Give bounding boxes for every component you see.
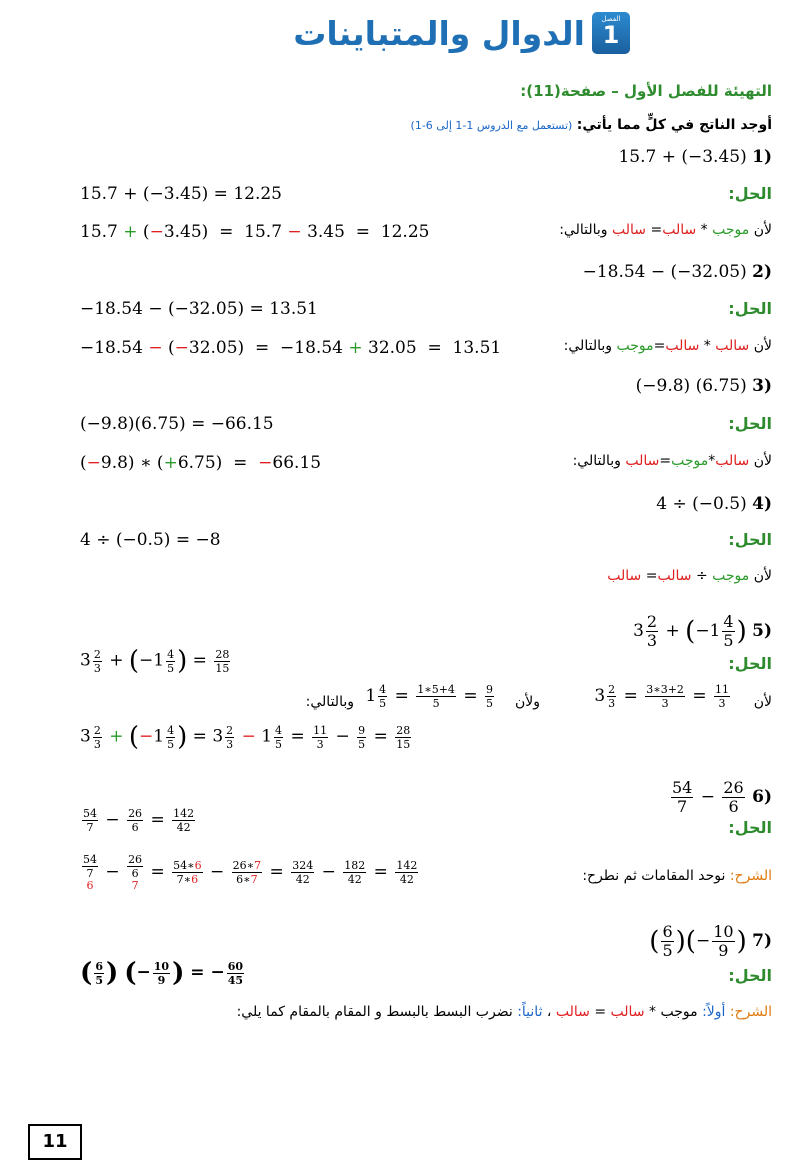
problem-5-reason-a: 3 $\frac{2}{3}$ = $\frac{3∗3+2}{3}$ = $\frac{11}{3}$: [594, 683, 729, 710]
problem-7-result: ( $\frac{6}{5}$ ) (− $\frac{10}{9}$ ) = − $\frac{60}{45}$: [80, 958, 244, 988]
problem-6-number: 6): [752, 787, 772, 807]
problem-1-statement: [618, 147, 772, 167]
problem-5-reason-label: لأن: [753, 694, 772, 710]
problem-7-number: 7): [752, 931, 772, 951]
problem-1-number: 1): [752, 147, 772, 167]
problem-5-reason-b: 1 $\frac{4}{5}$ = $\frac{1∗5+4}{5}$ = $\frac{9}{5}$: [365, 683, 493, 710]
problem-4-statement: [656, 494, 772, 514]
problem-3-solution-label: الحل:: [728, 414, 772, 433]
problem-7-solution-label: الحل:: [728, 966, 772, 985]
problem-2-working: −18.54 − (−32.05) = −18.54 + 32.05 = 13.51: [80, 338, 502, 358]
problem-5-statement: 3 $\frac{2}{3}$ + (−1 $\frac{4}{5}$ ) 5): [633, 612, 772, 650]
chapter-badge: [592, 12, 630, 54]
problem-5-number: 5): [752, 621, 772, 641]
problem-2-number: 2): [752, 262, 772, 282]
problem-4-reason: لأن موجب ÷ سالب= سالب: [607, 568, 772, 584]
problem-5-solution-label: الحل:: [728, 654, 772, 673]
problem-1-reason: لأن موجب * سالب= سالب وبالتالي:: [559, 222, 772, 238]
problem-4-expression: 4 ÷ (−0.5): [656, 494, 747, 514]
problem-5-and-because: ولأن: [514, 694, 540, 710]
page-number: 11: [28, 1124, 82, 1160]
problem-2-statement: [583, 262, 772, 282]
problem-1-working: 15.7 + (−3.45) = 15.7 − 3.45 = 12.25: [80, 222, 430, 242]
problem-2-reason: لأن سالب * سالب=موجب وبالتالي:: [563, 338, 772, 354]
problem-6-solution-label: الحل:: [728, 818, 772, 837]
problem-1-solution-label: الحل:: [728, 184, 772, 203]
section-title: التهيئة للفصل الأول – صفحة(11):: [520, 82, 772, 100]
problem-6-explain: الشرح: نوحد المقامات ثم نطرح:: [582, 868, 772, 884]
chapter-number: 1: [602, 21, 620, 49]
problem-7-statement: ( $\frac{6}{5}$ )(− $\frac{10}{9}$ ) 7): [649, 922, 772, 960]
chapter-title: الدوال والمتباينات: [293, 14, 585, 53]
problem-3-statement: [636, 376, 772, 396]
instruction-note: (تستعمل مع الدروس 1-1 إلى 6-1): [410, 119, 573, 132]
problem-1-expression: 15.7 + (−3.45): [618, 147, 747, 167]
problem-6-statement: $\frac{54}{7}$ − $\frac{26}{6}$ 6): [671, 778, 772, 816]
problem-4-number: 4): [752, 494, 772, 514]
problem-6-result: $\frac{54}{7}$ − $\frac{26}{6}$ = $\frac{142}{42}$: [83, 807, 195, 834]
problem-4-result: 4 ÷ (−0.5) = −8: [80, 530, 221, 550]
problem-5-hence: وبالتالي:: [305, 694, 354, 710]
problem-1-result: 15.7 + (−3.45) = 12.25: [80, 184, 282, 204]
problem-3-working: (−9.8) ∗ (+6.75) = −66.15: [80, 453, 322, 473]
problem-7-explain: الشرح: أولاً: موجب * سالب = سالب ، ثانياً: نضرب البسط بالبسط و المقام بالمقام كما يلي:: [236, 1004, 772, 1020]
problem-5-working: 3 $\frac{2}{3}$ + (−1 $\frac{4}{5}$ ) = 3 $\frac{2}{3}$ − 1 $\frac{4}{5}$ = $\frac{11}{3}$ − $\frac{9}{5}$ = $\frac{28}{15}$: [80, 722, 411, 752]
instruction-main: أوجد الناتج في كلٍّ مما يأتي:: [576, 117, 772, 133]
instruction: [411, 117, 772, 133]
problem-3-number: 3): [752, 376, 772, 396]
problem-2-result: −18.54 − (−32.05) = 13.51: [80, 299, 318, 319]
problem-3-reason: لأن سالب*موجب=سالب وبالتالي:: [572, 453, 772, 469]
problem-3-expression: (−9.8) (6.75): [635, 376, 747, 396]
problem-2-solution-label: الحل:: [728, 299, 772, 318]
problem-6-working: 54 7 6 − 26 6 7 = $\frac{54∗6}{7∗6}$ − $\frac{26∗7}{6∗7}$ = $\frac{324}{42}$ − $\frac{182}{42}$ = $\frac{142}{42}$: [83, 853, 418, 892]
chapter-label: الفصل: [601, 15, 621, 23]
problem-5-result: 3 $\frac{2}{3}$ + (−1 $\frac{4}{5}$ ) = $\frac{28}{15}$: [80, 646, 230, 676]
problem-3-result: (−9.8)(6.75) = −66.15: [80, 414, 274, 434]
problem-2-expression: −18.54 − (−32.05): [582, 262, 747, 282]
problem-4-solution-label: الحل:: [728, 530, 772, 549]
